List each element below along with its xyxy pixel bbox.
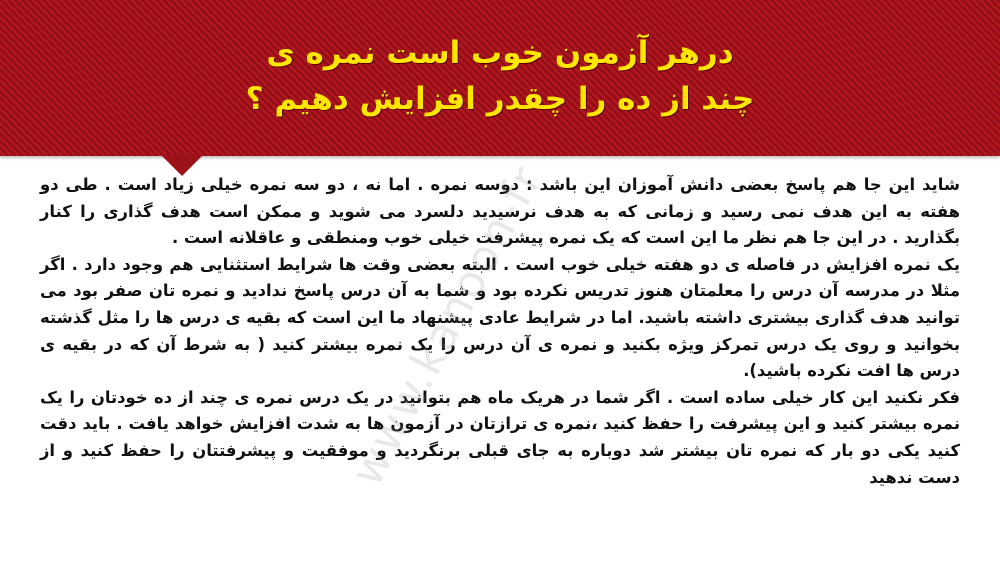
page-title [120, 30, 880, 122]
title-line-2: چند از ده را چقدر افزایش دهیم ؟ [245, 81, 755, 117]
watermark: www.kanoon-fr [341, 156, 554, 495]
paragraph-2: یک نمره افزایش در فاصله ی دو هفته خیلی خوب است . البته بعضی وقت ها شرایط استثنایی هم وجود دارد . اگر مثلا در مدرسه آن درس را معلمتان هنوز تدریس نکرده بود و شما به آن درس پاسخ ندادید و نمره تان صفر بود می توانید هدف گذاری بیشتری داشته باشید. اما در شرایط عادی پیشنهاد ما این است که بقیه ی درس ها را مثل گذشته بخوانید و روی یک درس تمرکز ویژه بکنید و نمره ی آن درس را یک نمره بیشتر کنید ( به شرط آن که در بقیه ی درس ها افت نکرده باشید). [40, 254, 960, 381]
paragraph-1: شاید این جا هم پاسخ بعضی دانش آموزان این باشد : دوسه نمره . اما نه ، دو سه نمره خیلی زیاد است . طی دو هفته به این هدف نمی رسید و زمانی که به هدف نرسیدید دلسرد می شوید و ممکن است هدف گذاری را کنار بگذارید . در این جا هم نظر ما این است که یک نمره پیشرفت خیلی خوب ومنطقی و عاقلانه است . [40, 175, 960, 248]
article-body [40, 172, 960, 491]
paragraph-3: فکر نکنید این کار خیلی ساده است . اگر شما در هریک ماه هم بتوانید در یک درس نمره ی چند از ده خودتان را یک نمره بیشتر کنید و این پیشرفت را حفظ کنید ،نمره ی ترازتان در آزمون ها به شدت افزایش خواهد یافت . باید دقت کنید یکی دو بار که نمره تان بیشتر شد دوباره به جای قبلی برنگردید و موفقیت و پیشرفتتان را حفظ کنید و از دست ندهید [40, 387, 960, 487]
title-line-1: درهر آزمون خوب است نمره ی [266, 35, 734, 71]
title-banner [0, 0, 1000, 156]
